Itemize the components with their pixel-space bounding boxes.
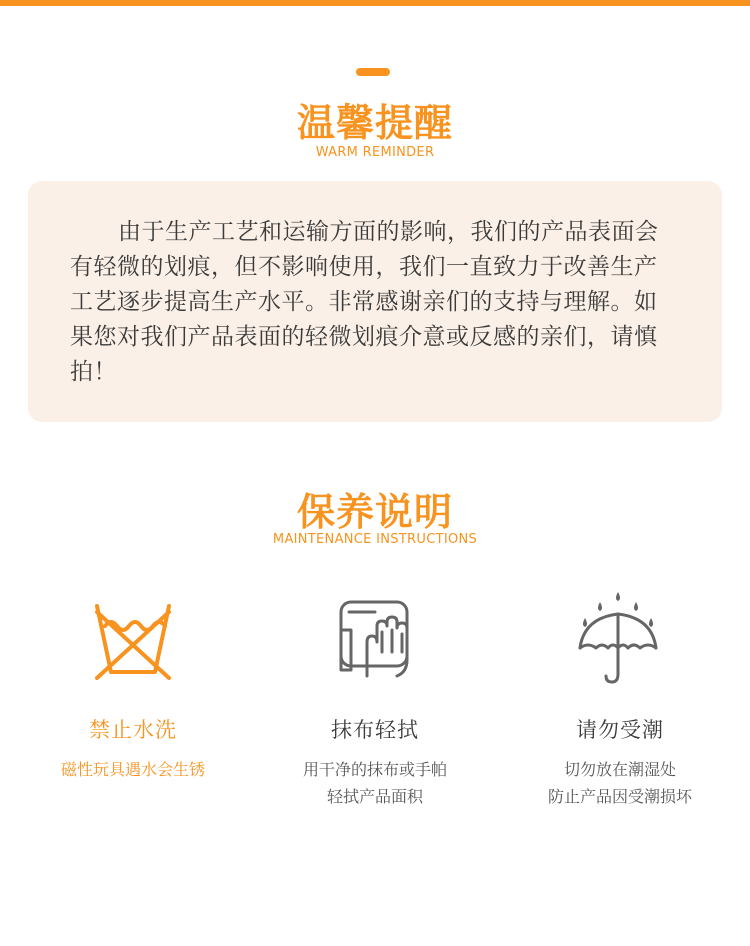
care-title: 禁止水洗 xyxy=(89,718,177,742)
maintenance-title: 保养说明 xyxy=(296,490,453,534)
care-desc-line: 用干净的抹布或手帕 xyxy=(302,760,447,779)
care-desc-line: 切勿放在潮湿处 xyxy=(563,760,676,779)
care-desc-line: 轻拭产品面积 xyxy=(326,787,423,806)
top-accent-bar xyxy=(0,0,750,6)
care-desc xyxy=(495,756,745,810)
reminder-box xyxy=(28,181,722,422)
title-dash xyxy=(356,68,390,76)
maintenance-subtitle: MAINTENANCE INSTRUCTIONS xyxy=(272,532,478,547)
reminder-subtitle: WARM REMINDER xyxy=(315,145,435,160)
reminder-body: 由于生产工艺和运输方面的影响，我们的产品表面会有轻微的划痕，但不影响使用，我们一直致力于改善生产工艺逐步提高生产水平。非常感谢亲们的支持与理解。如果您对我们产品表面的轻微划痕介意或反感的亲们，请慎拍！ xyxy=(70,219,659,385)
care-title: 抹布轻拭 xyxy=(331,718,419,742)
care-desc xyxy=(250,756,500,810)
reminder-title: 温馨提醒 xyxy=(296,101,453,145)
care-title: 请勿受潮 xyxy=(576,718,664,742)
care-desc-line: 磁性玩具遇水会生锈 xyxy=(60,760,205,779)
care-item-wipe xyxy=(250,590,500,810)
umbrella-rain-icon xyxy=(570,590,670,690)
hand-wipe-icon xyxy=(325,590,425,690)
care-desc-line: 防止产品因受潮损坏 xyxy=(547,787,692,806)
care-desc xyxy=(8,756,258,783)
care-item-no-wash xyxy=(8,590,258,783)
care-item-no-moisture xyxy=(495,590,745,810)
no-wash-icon xyxy=(83,590,183,690)
